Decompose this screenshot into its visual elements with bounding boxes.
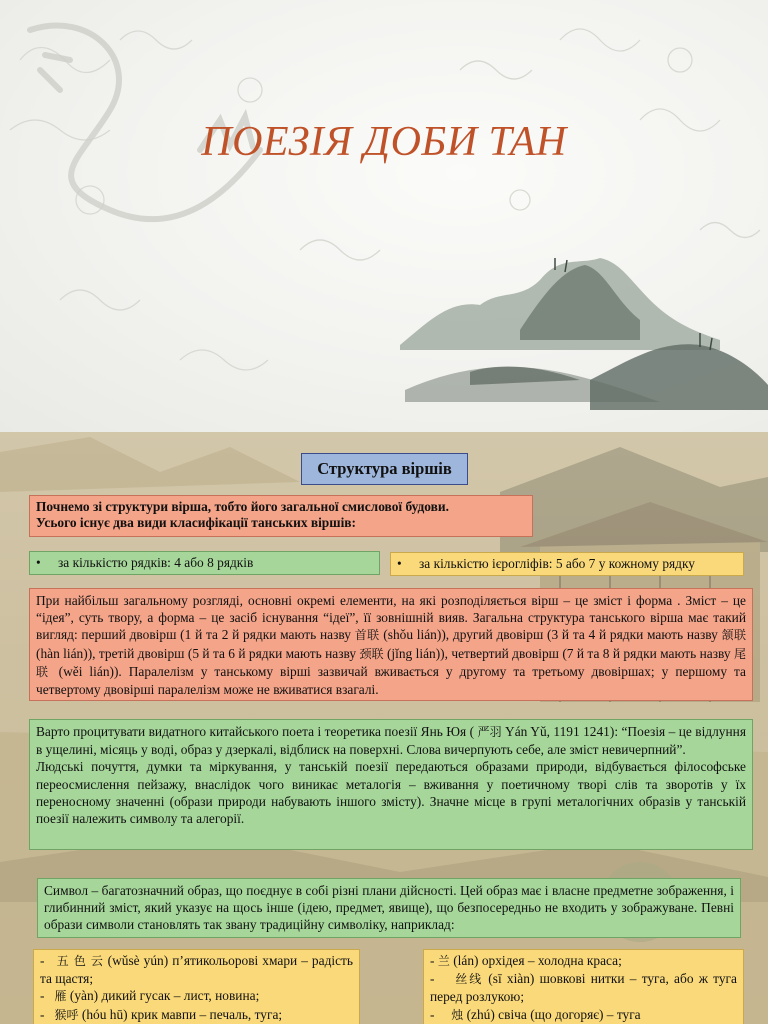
dash: - — [40, 1006, 45, 1022]
text-run: (jǐng lián)), четвертий двовірш (7 й та 8 й рядки мають назву — [383, 645, 734, 661]
text-run: При найбільш загальному розгляді, основні окремі елементи, на які розподіляється вірш – це зміст і форма . Зміст – це “ідея”, суть твору, а форма – це засіб існування “ідеї”, її зовнішній вияв. Загальна структура танського вірша має такий вигляд: перший двовірш (1 й та 2 й рядки мають назву — [36, 593, 746, 643]
section-heading: Структура віршів — [301, 453, 468, 485]
hanzi-term: 雁 — [54, 989, 67, 1004]
dash: - — [40, 988, 45, 1004]
symbol-definition-paragraph: Символ – багатозначний образ, що поєднує в собі різні плани дійсності. Цей образ має і власне предметне зображення, і глибинний зміст, який указує на щось інше (ідею, предмет, явище), що безпосередньо не входить у зображуване. Певні образи символи становлять так звану традиційну символіку, наприклад: — [37, 878, 741, 938]
item-text: (yàn) дикий гусак – лист, новина; — [66, 988, 260, 1004]
intro-box — [29, 495, 533, 537]
text-run: Людські почуття, думки та міркування, у танській поезії передаються образами природи, відбувається філософське переосмислення пейзажу, внаслідок чого виникає металогія – вживання у поетичному творі слів та зворотів у їх переносному значенні (образи природи набувають іншого змісту). Значне місце в групі металогічних образів у танській поезії належить символу та алегорії. — [36, 759, 746, 827]
dash: - — [430, 971, 435, 987]
dash: - — [430, 1006, 435, 1022]
yan-yu-quote-paragraph — [29, 719, 753, 850]
classification-by-characters — [390, 552, 744, 576]
item-text: (lán) орхідея – холодна краса; — [449, 953, 622, 968]
list-item — [40, 987, 353, 1005]
hanzi-term: 五 色 云 — [56, 954, 104, 968]
hanzi-term: 丝线 — [455, 972, 484, 987]
symbol-list-right — [423, 949, 744, 1024]
item-text: (hóu hū) крик мавпи – печаль, туга; — [78, 1006, 283, 1022]
hanzi-term: 首联 — [354, 628, 380, 643]
mountain-painting — [400, 258, 768, 410]
list-item — [430, 952, 737, 970]
hanzi-term: 烛 — [451, 1007, 464, 1022]
dash: - — [430, 953, 435, 968]
intro-line-1: Почнемо зі структури вірша, тобто його загальної смислової будови. — [36, 499, 449, 514]
content-slide — [0, 432, 768, 1024]
bullet-text: за кількістю рядків: 4 або 8 рядків — [58, 555, 254, 570]
hanzi-term: 颔联 — [721, 628, 746, 643]
list-item — [430, 1006, 737, 1024]
list-item — [430, 970, 737, 1005]
item-text: (zhú) свіча (що догоряє) – туга — [463, 1006, 641, 1022]
intro-line-2: Усього існує два види класифікації танських віршів: — [36, 515, 356, 530]
title-slide — [0, 0, 768, 432]
bullet-icon: • — [397, 556, 402, 571]
cloud-pattern-background — [0, 0, 768, 432]
text-run: (hàn lián)), третій двовірш (5 й та 6 й рядки мають назву — [36, 645, 360, 661]
list-item — [40, 1006, 353, 1024]
slide-title: ПОЕЗІЯ ДОБИ ТАН — [201, 119, 567, 165]
hanzi-term: 严羽 — [477, 725, 502, 739]
text-run: (shǒu lián)), другий двовірш (3 й та 4 й рядки мають назву — [379, 627, 722, 643]
list-item — [40, 952, 353, 987]
text-run: (wěi lián)). Паралелізм у танському вірші зазвичай вживається у другому та третьому двовіршах; у першому та четвертому двовірші паралелізм може не вживатися взагалі. — [36, 663, 746, 698]
bullet-text: за кількістю ієрогліфів: 5 або 7 у кожному рядку — [419, 556, 695, 571]
hanzi-term: 猴呼 — [54, 1007, 79, 1022]
hanzi-term: 颈联 — [359, 646, 384, 661]
item-text: (wǔsè yún) п’ятикольорові хмари – радість та щастя; — [40, 953, 353, 987]
symbol-list-left — [33, 949, 360, 1024]
bullet-icon: • — [36, 555, 41, 570]
dash: - — [40, 953, 45, 968]
item-text: (sī xiàn) шовкові нитки – туга, або ж туга перед розлукою; — [430, 971, 737, 1005]
text-run: Yán Yǔ, 1191 1241): “Поезія – це відлуння в ущелині, місяць у воді, образ у дзеркалі, відблиск на поверхні. Слова вичерпують себе, але зміст невичерпний”. — [36, 724, 746, 758]
classification-by-lines — [29, 551, 380, 575]
text-run: Варто процитувати видатного китайського поета і теоретика поезії Янь Юя ( — [36, 724, 478, 739]
hanzi-term: 尾联 — [36, 646, 746, 679]
hanzi-term: 兰 — [437, 954, 450, 968]
structure-paragraph — [29, 588, 753, 701]
